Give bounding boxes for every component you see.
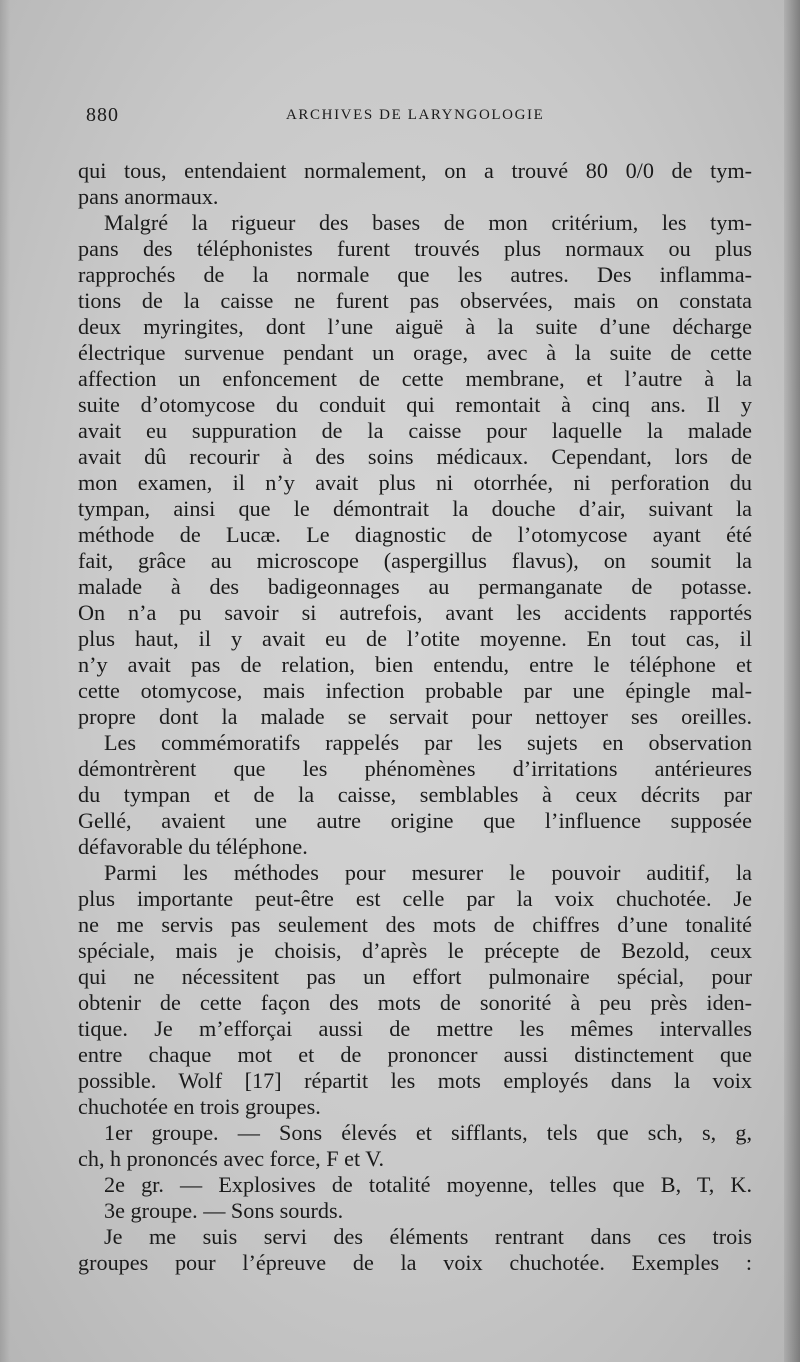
page-gutter-shadow <box>784 0 800 1362</box>
text-line: pans des téléphonistes furent trouvés plus normaux ou plus <box>78 236 752 261</box>
text-line: tympan, ainsi que le démontrait la douche d’air, suivant la <box>78 496 752 521</box>
text-line: tions de la caisse ne furent pas observées, mais on constata <box>78 288 752 313</box>
text-line: obtenir de cette façon des mots de sonorité à peu près iden- <box>78 990 752 1015</box>
text-line: propre dont la malade se servait pour nettoyer ses oreilles. <box>78 704 752 729</box>
text-line: 3e groupe. — Sons sourds. <box>104 1198 344 1223</box>
text-line: ne me servis pas seulement des mots de chiffres d’une tonalité <box>78 912 752 937</box>
text-line: n’y avait pas de relation, bien entendu, entre le téléphone et <box>78 652 752 677</box>
text-line: méthode de Lucæ. Le diagnostic de l’otomycose ayant été <box>78 522 752 547</box>
text-line: Malgré la rigueur des bases de mon critérium, les tym- <box>104 210 752 235</box>
text-line: Gellé, avaient une autre origine que l’influence supposée <box>78 808 752 833</box>
text-line: défavorable du téléphone. <box>78 834 308 859</box>
text-line: électrique survenue pendant un orage, avec à la suite de cette <box>78 340 752 365</box>
text-line: affection un enfoncement de cette membrane, et l’autre à la <box>78 366 752 391</box>
text-line: rapprochés de la normale que les autres. Des inflamma- <box>78 262 752 287</box>
text-line: Parmi les méthodes pour mesurer le pouvoir auditif, la <box>104 860 752 885</box>
text-line: plus haut, il y avait eu de l’otite moyenne. En tout cas, il <box>78 626 752 651</box>
text-line: ch, h prononcés avec force, F et V. <box>78 1146 385 1171</box>
text-line: avait eu suppuration de la caisse pour laquelle la malade <box>78 418 752 443</box>
text-line: plus importante peut-être est celle par la voix chuchotée. Je <box>78 886 752 911</box>
text-line: mon examen, il n’y avait plus ni otorrhée, ni perforation du <box>78 470 752 495</box>
text-line: groupes pour l’épreuve de la voix chuchotée. Exemples : <box>78 1250 752 1275</box>
text-line: qui tous, entendaient normalement, on a trouvé 80 0/0 de tym- <box>78 158 752 183</box>
text-line: du tympan et de la caisse, semblables à ceux décrits par <box>78 782 752 807</box>
text-line: avait dû recourir à des soins médicaux. Cependant, lors de <box>78 444 752 469</box>
page-left-shadow <box>0 0 10 1362</box>
text-line: spéciale, mais je choisis, d’après le précepte de Bezold, ceux <box>78 938 752 963</box>
text-line: pans anormaux. <box>78 184 219 209</box>
text-line: On n’a pu savoir si autrefois, avant les accidents rapportés <box>78 600 752 625</box>
text-line: tique. Je m’efforçai aussi de mettre les mêmes intervalles <box>78 1016 752 1041</box>
text-line: qui ne nécessitent pas un effort pulmonaire spécial, pour <box>78 964 752 989</box>
text-line: cette otomycose, mais infection probable par une épingle mal- <box>78 678 752 703</box>
text-line: 2e gr. — Explosives de totalité moyenne, telles que B, T, K. <box>104 1172 752 1197</box>
text-line: deux myringites, dont l’une aiguë à la suite d’une décharge <box>78 314 752 339</box>
text-line: démontrèrent que les phénomènes d’irritations antérieures <box>78 756 752 781</box>
text-line: malade à des badigeonnages au permanganate de potasse. <box>78 574 752 599</box>
text-line: suite d’otomycose du conduit qui remontait à cinq ans. Il y <box>78 392 752 417</box>
text-line: possible. Wolf [17] répartit les mots employés dans la voix <box>78 1068 752 1093</box>
text-line: entre chaque mot et de prononcer aussi distinctement que <box>78 1042 752 1067</box>
text-line: fait, grâce au microscope (aspergillus flavus), on soumit la <box>78 548 752 573</box>
text-line: 1er groupe. — Sons élevés et sifflants, tels que sch, s, g, <box>104 1120 752 1145</box>
page-number: 880 <box>86 104 119 126</box>
text-line: Les commémoratifs rappelés par les sujets en observation <box>104 730 752 755</box>
text-line: Je me suis servi des éléments rentrant dans ces trois <box>104 1224 752 1249</box>
text-line: chuchotée en trois groupes. <box>78 1094 321 1119</box>
running-title: ARCHIVES DE LARYNGOLOGIE <box>286 107 545 123</box>
